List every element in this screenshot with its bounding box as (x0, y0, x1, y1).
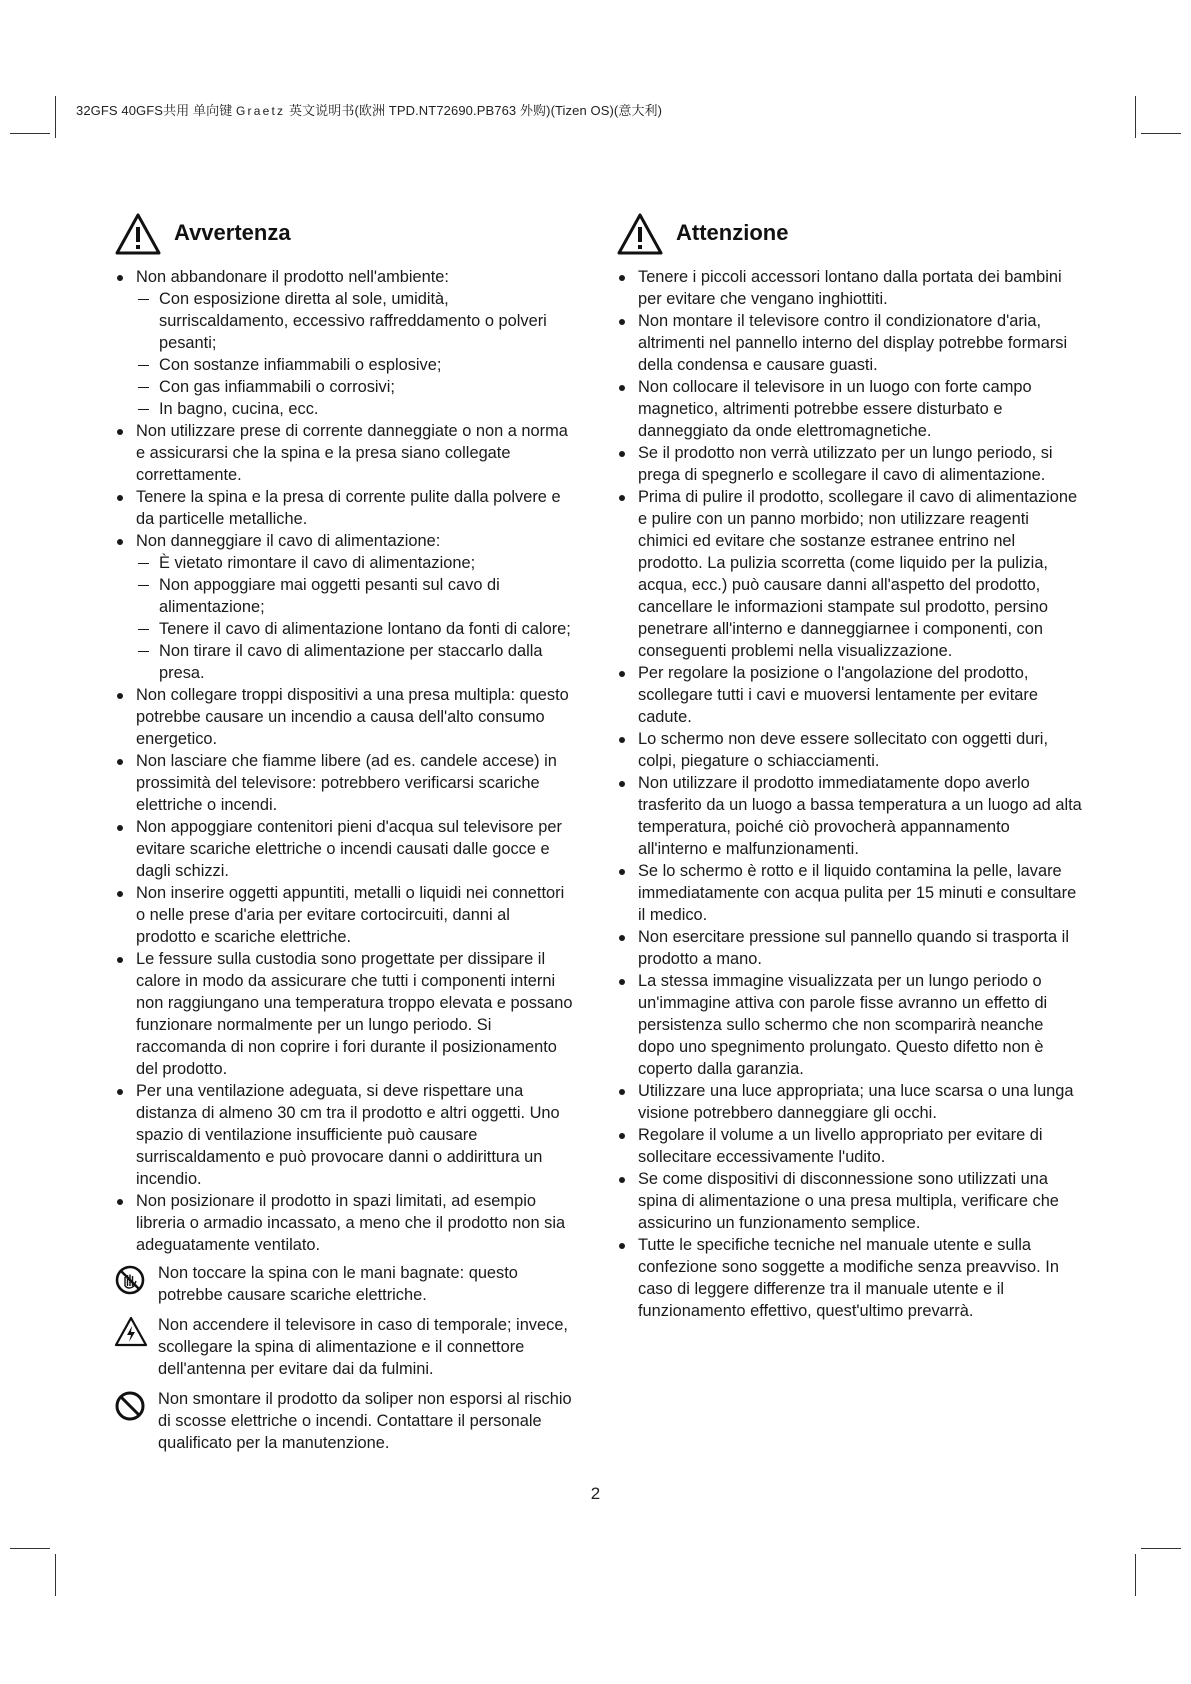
list-item: Prima di pulire il prodotto, scollegare il cavo di alimentazione e pulire con un panno morbido; non utilizzare reagenti chimici ed evitare che sostanze estranee entrino nel prodotto. La pulizia scorretta (come liquido per la pulizia, acqua, ecc.) può causare danni all'aspetto del prodotto, cancellare le informazioni stampate sul prodotto, persino penetrare all'interno e danneggiarnee i componenti, con conseguenti problemi nella visualizzazione. (616, 486, 1083, 662)
warning-section (114, 212, 574, 1462)
icon-note (114, 1388, 574, 1454)
list-item: Non utilizzare prese di corrente danneggiate o non a norma e assicurarsi che la spina e la presa siano collegate correttamente. (114, 420, 574, 486)
crop-mark (55, 96, 56, 138)
list-item: La stessa immagine visualizzata per un lungo periodo o un'immagine attiva con parole fisse avranno un effetto di persistenza sullo schermo che non scomparirà neanche dopo uno spegnimento prolungato. Questo difetto non è coperto dalla garanzia. (616, 970, 1083, 1080)
crop-mark (1135, 1554, 1136, 1596)
list-item: Non appoggiare contenitori pieni d'acqua sul televisore per evitare scariche elettriche o incendi causati dalle gocce e dagli schizzi. (114, 816, 574, 882)
list-item: Non collegare troppi dispositivi a una presa multipla: questo potrebbe causare un incendio a causa dell'alto consumo energetico. (114, 684, 574, 750)
sub-list-item: Non tirare il cavo di alimentazione per staccarlo dalla presa. (136, 640, 574, 684)
lightning-warning-icon (114, 1316, 148, 1348)
icon-note-text: Non accendere il televisore in caso di temporale; invece, scollegare la spina di alimentazione e il connettore dell'antenna per evitare dai da fulmini. (158, 1316, 568, 1378)
list-item-text: Non danneggiare il cavo di alimentazione: (136, 532, 441, 550)
crop-mark (10, 133, 50, 134)
caution-list (616, 266, 1083, 1322)
caution-section (616, 212, 1083, 1322)
header-title-prefix: 32GFS 40GFS共用 单向键 (76, 103, 233, 118)
icon-note-text: Non smontare il prodotto da soliper non esporsi al rischio di scosse elettriche o incendi. Contattare il personale qualificato per la manutenzione. (158, 1390, 572, 1452)
list-item (114, 266, 574, 420)
document-header (76, 100, 662, 119)
list-item: Non esercitare pressione sul pannello quando si trasporta il prodotto a mano. (616, 926, 1083, 970)
list-item: Tenere i piccoli accessori lontano dalla portata dei bambini per evitare che vengano inghiottiti. (616, 266, 1083, 310)
header-brand: Graetz (236, 104, 286, 118)
icon-note (114, 1314, 574, 1380)
list-item: Se come dispositivi di disconnessione sono utilizzati una spina di alimentazione o una presa multipla, verificare che assicurino un funzionamento semplice. (616, 1168, 1083, 1234)
warning-heading (114, 212, 574, 262)
icon-note-text: Non toccare la spina con le mani bagnate: questo potrebbe causare scariche elettriche. (158, 1264, 518, 1304)
caution-title: Attenzione (676, 220, 789, 245)
list-item: Se il prodotto non verrà utilizzato per un lungo periodo, si prega di spegnerlo e scollegare il cavo di alimentazione. (616, 442, 1083, 486)
sub-list-item: Tenere il cavo di alimentazione lontano da fonti di calore; (136, 618, 574, 640)
list-item: Non montare il televisore contro il condizionatore d'aria, altrimenti nel pannello interno del display potrebbe formarsi della condensa e causare guasti. (616, 310, 1083, 376)
sub-list (136, 288, 574, 420)
sub-list (136, 552, 574, 684)
sub-list-item: Con gas infiammabili o corrosivi; (136, 376, 574, 398)
page-number: 2 (590, 1484, 601, 1503)
list-item: Per regolare la posizione o l'angolazione del prodotto, scollegare tutti i cavi e muoversi lentamente per evitare cadute. (616, 662, 1083, 728)
warning-title: Avvertenza (174, 220, 291, 245)
warning-list (114, 266, 574, 1256)
list-item: Non posizionare il prodotto in spazi limitati, ad esempio libreria o armadio incassato, a meno che il prodotto non sia adeguatamente ventilato. (114, 1190, 574, 1256)
sub-list-item: È vietato rimontare il cavo di alimentazione; (136, 552, 574, 574)
icon-notes (114, 1262, 574, 1454)
icon-note (114, 1262, 574, 1306)
list-item: Non inserire oggetti appuntiti, metalli o liquidi nei connettori o nelle prese d'aria per evitare cortocircuiti, danni al prodotto e scariche elettriche. (114, 882, 574, 948)
sub-list-item: Non appoggiare mai oggetti pesanti sul cavo di alimentazione; (136, 574, 574, 618)
list-item: Non utilizzare il prodotto immediatamente dopo averlo trasferito da un luogo a bassa temperatura a un luogo ad alta temperatura, poiché ciò provocherà appannamento all'interno e malfunzionamenti. (616, 772, 1083, 860)
list-item-text: Non abbandonare il prodotto nell'ambiente: (136, 268, 449, 286)
list-item: Non collocare il televisore in un luogo con forte campo magnetico, altrimenti potrebbe essere disturbato e danneggiato da onde elettromagnetiche. (616, 376, 1083, 442)
warning-triangle-icon (114, 212, 162, 256)
prohibited-icon (114, 1390, 146, 1422)
list-item: Utilizzare una luce appropriata; una luce scarsa o una lunga visione potrebbero danneggiare gli occhi. (616, 1080, 1083, 1124)
list-item (114, 530, 574, 684)
list-item: Non lasciare che fiamme libere (ad es. candele accese) in prossimità del televisore: potrebbero verificarsi scariche elettriche o incendi. (114, 750, 574, 816)
list-item: Regolare il volume a un livello appropriato per evitare di sollecitare eccessivamente l'udito. (616, 1124, 1083, 1168)
list-item: Se lo schermo è rotto e il liquido contamina la pelle, lavare immediatamente con acqua pulita per 15 minuti e consultare il medico. (616, 860, 1083, 926)
crop-mark (1135, 96, 1136, 138)
list-item: Lo schermo non deve essere sollecitato con oggetti duri, colpi, piegature o schiacciamenti. (616, 728, 1083, 772)
sub-list-item: Con sostanze infiammabili o esplosive; (136, 354, 574, 376)
crop-mark (1141, 1548, 1181, 1549)
list-item: Le fessure sulla custodia sono progettate per dissipare il calore in modo da assicurare che tutti i componenti interni non raggiungano una temperatura troppo elevata e possano funzionare normalmente per un lungo periodo. Si raccomanda di non coprire i fori durante il posizionamento del prodotto. (114, 948, 574, 1080)
list-item: Tutte le specifiche tecniche nel manuale utente e sulla confezione sono soggette a modifiche senza preavviso. In caso di leggere differenze tra il manuale utente e il funzionamento effettivo, quest'ultimo prevarrà. (616, 1234, 1083, 1322)
warning-triangle-icon (616, 212, 664, 256)
crop-mark (1141, 133, 1181, 134)
list-item: Per una ventilazione adeguata, si deve rispettare una distanza di almeno 30 cm tra il prodotto e altri oggetti. Uno spazio di ventilazione insufficiente può causare surriscaldamento e può provocare danni o addirittura un incendio. (114, 1080, 574, 1190)
header-title-suffix: 英文说明书(欧洲 TPD.NT72690.PB763 外购)(Tizen OS)(意大利) (288, 103, 663, 118)
crop-mark (10, 1548, 50, 1549)
list-item: Tenere la spina e la presa di corrente pulite dalla polvere e da particelle metalliche. (114, 486, 574, 530)
crop-mark (55, 1554, 56, 1596)
caution-heading (616, 212, 1083, 262)
sub-list-item: In bagno, cucina, ecc. (136, 398, 574, 420)
no-wet-hands-icon (114, 1264, 146, 1296)
sub-list-item: Con esposizione diretta al sole, umidità, surriscaldamento, eccessivo raffreddamento o polveri pesanti; (136, 288, 574, 354)
